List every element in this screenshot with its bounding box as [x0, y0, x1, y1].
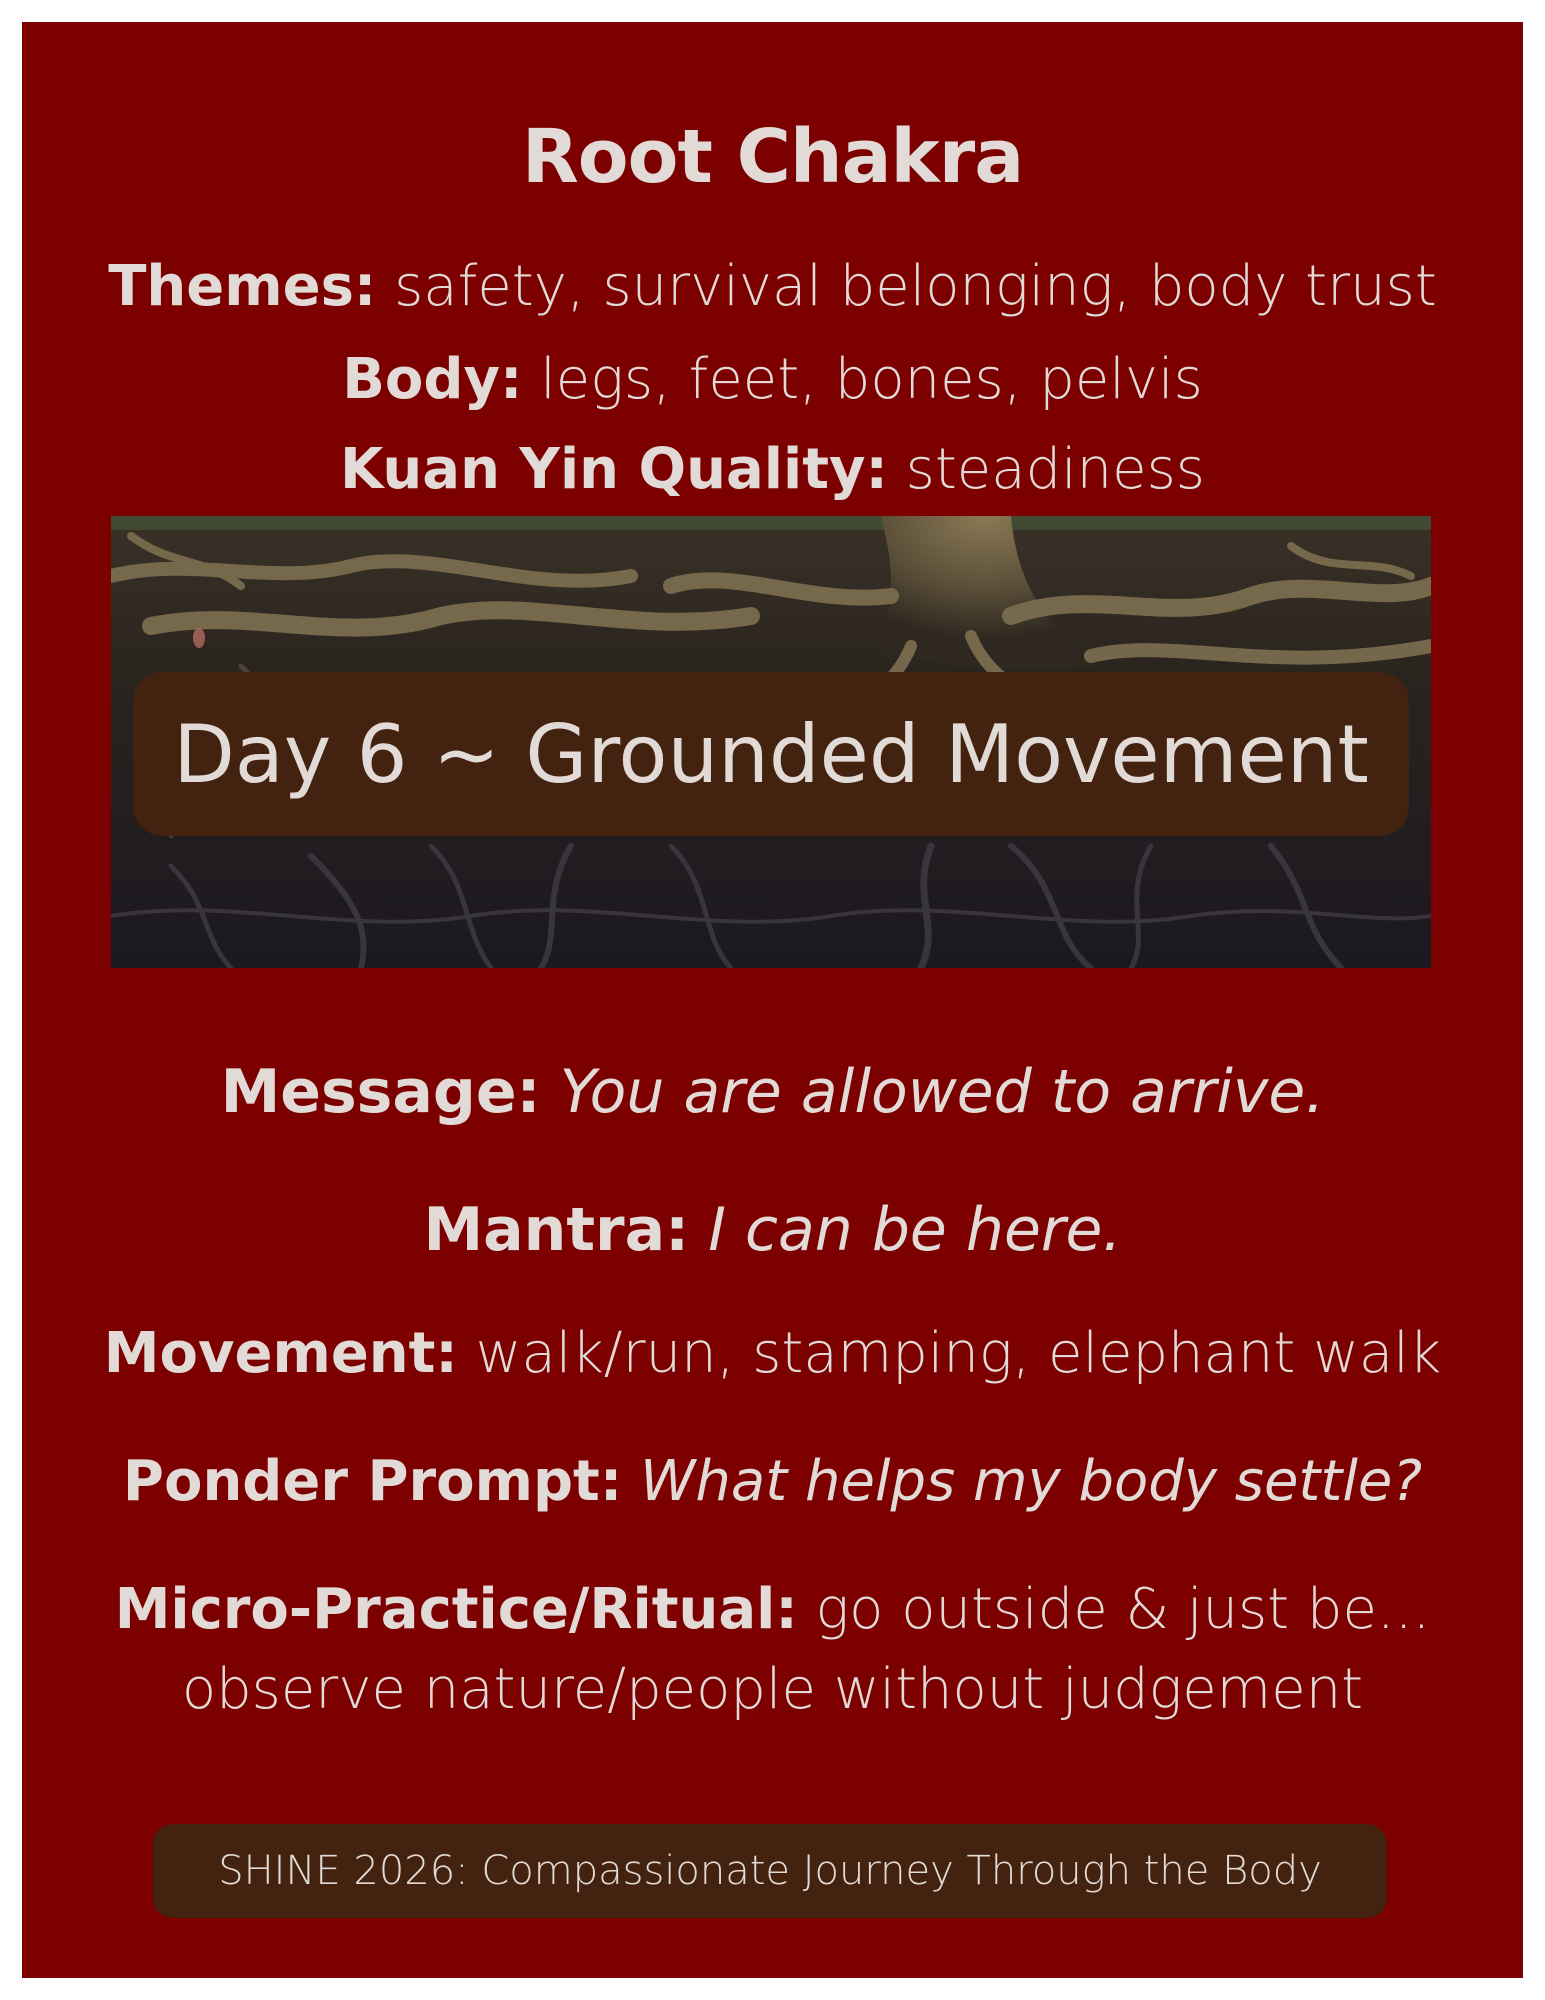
- ponder-prompt-value: What helps my body settle?: [640, 1449, 1423, 1514]
- mantra-line: [22, 1195, 1523, 1265]
- micro-practice-line: [22, 1577, 1523, 1642]
- chakra-card: [22, 22, 1523, 1978]
- day-banner: Day 6 ~ Grounded Movement: [133, 672, 1409, 836]
- kuan-yin-quality-line: [22, 437, 1523, 502]
- micro-practice-value-line2: observe nature/people without judgement: [181, 1657, 1364, 1722]
- body-label: Body:: [342, 347, 523, 412]
- movement-value: walk/run, stamping, elephant walk: [475, 1321, 1442, 1386]
- kuan-yin-quality-label: Kuan Yin Quality:: [340, 437, 888, 502]
- themes-value: safety, survival belonging, body trust: [394, 254, 1437, 319]
- footer-banner: SHINE 2026: Compassionate Journey Through the Body: [153, 1824, 1387, 1918]
- kuan-yin-quality-value: steadiness: [905, 437, 1205, 502]
- movement-line: [22, 1321, 1523, 1386]
- message-line: [22, 1057, 1523, 1127]
- card-title: Root Chakra: [521, 114, 1024, 200]
- message-label: Message:: [220, 1057, 541, 1127]
- ponder-prompt-label: Ponder Prompt:: [122, 1449, 623, 1514]
- ponder-prompt-line: [22, 1449, 1523, 1514]
- themes-line: [22, 254, 1523, 319]
- mantra-label: Mantra:: [423, 1195, 690, 1265]
- body-value: legs, feet, bones, pelvis: [540, 347, 1203, 412]
- micro-practice-line-2: [22, 1657, 1523, 1722]
- micro-practice-label: Micro-Practice/Ritual:: [114, 1577, 798, 1642]
- body-line: [22, 347, 1523, 412]
- message-value: You are allowed to arrive.: [559, 1057, 1325, 1127]
- themes-label: Themes:: [108, 254, 377, 319]
- mantra-value: I can be here.: [708, 1195, 1122, 1265]
- movement-label: Movement:: [103, 1321, 458, 1386]
- micro-practice-value-line1: go outside & just be...: [815, 1577, 1431, 1642]
